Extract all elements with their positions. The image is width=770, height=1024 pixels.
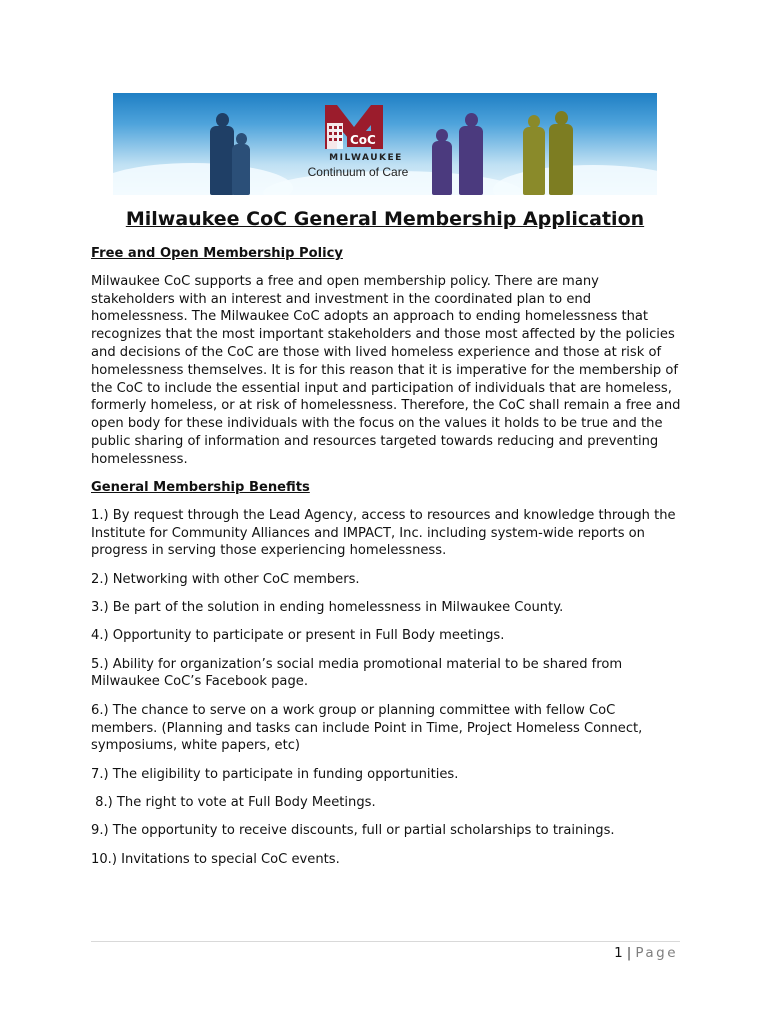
document-body <box>91 245 681 879</box>
page-label: Page <box>635 945 678 961</box>
benefit-item: 1.) By request through the Lead Agency, access to resources and knowledge through the Institute for Community Alliances and IMPACT, Inc. including system-wide reports on progress in serving those experiencing homelessness. <box>91 507 676 559</box>
benefit-item: 10.) Invitations to special CoC events. <box>91 851 340 867</box>
page-title: Milwaukee CoC General Membership Application <box>125 208 645 230</box>
person-silhouette-icon <box>521 115 547 195</box>
logo-org-name: Continuum of Care <box>307 165 409 179</box>
header-banner <box>113 93 657 195</box>
benefit-item: 2.) Networking with other CoC members. <box>91 571 360 587</box>
coc-logo <box>293 101 423 183</box>
person-silhouette-icon <box>547 111 575 195</box>
benefit-item: 7.) The eligibility to participate in funding opportunities. <box>91 766 459 782</box>
benefit-item: 5.) Ability for organization’s social media promotional material to be shared from Milwaukee CoC’s Facebook page. <box>91 656 623 690</box>
benefit-item: 6.) The chance to serve on a work group or planning committee with fellow CoC members. (Planning and tasks can include Point in Time, Project Homeless Connect, symposiums, white papers, etc) <box>91 702 643 754</box>
logo-city-text: MILWAUKEE <box>329 153 403 163</box>
child-silhouette-icon <box>231 133 251 195</box>
logo-coc-text: CoC <box>350 133 376 147</box>
footer-separator: | <box>626 945 632 961</box>
benefit-item: 9.) The opportunity to receive discounts, full or partial scholarships to trainings. <box>91 823 615 839</box>
benefits-heading: General Membership Benefits <box>91 480 310 496</box>
benefit-item: 3.) Be part of the solution in ending homelessness in Milwaukee County. <box>91 600 564 616</box>
benefit-item: 8.) The right to vote at Full Body Meetings. <box>91 794 376 810</box>
policy-heading: Free and Open Membership Policy <box>91 246 343 261</box>
page-number: 1 <box>614 945 623 961</box>
person-silhouette-icon <box>457 113 485 195</box>
child-silhouette-icon <box>431 129 453 195</box>
policy-paragraph: Milwaukee CoC supports a free and open membership policy. There are many stakeholders with an interest and investment in the coordinated plan to end homelessness. The Milwaukee CoC adopts an approach to ending homelessness that recognizes that the most important stakeholders and those most affected by the policies and decisions of the CoC are those with lived homeless experience and those at risk of homelessness themselves. It is for this reason that it is imperative for the membership of the CoC to include the essential input and participation of individuals that are homeless, formerly homeless, or at risk of homelessness. Therefore, the CoC shall remain a free and open body for these individuals with the focus on the values it holds to be true and the public sharing of information and resources targeted towards reducing and preventing homelessness. <box>91 273 681 467</box>
page-footer <box>614 945 678 961</box>
cloud-shape <box>493 165 657 195</box>
footer-divider <box>91 941 680 942</box>
benefit-item: 4.) Opportunity to participate or present in Full Body meetings. <box>91 628 505 644</box>
